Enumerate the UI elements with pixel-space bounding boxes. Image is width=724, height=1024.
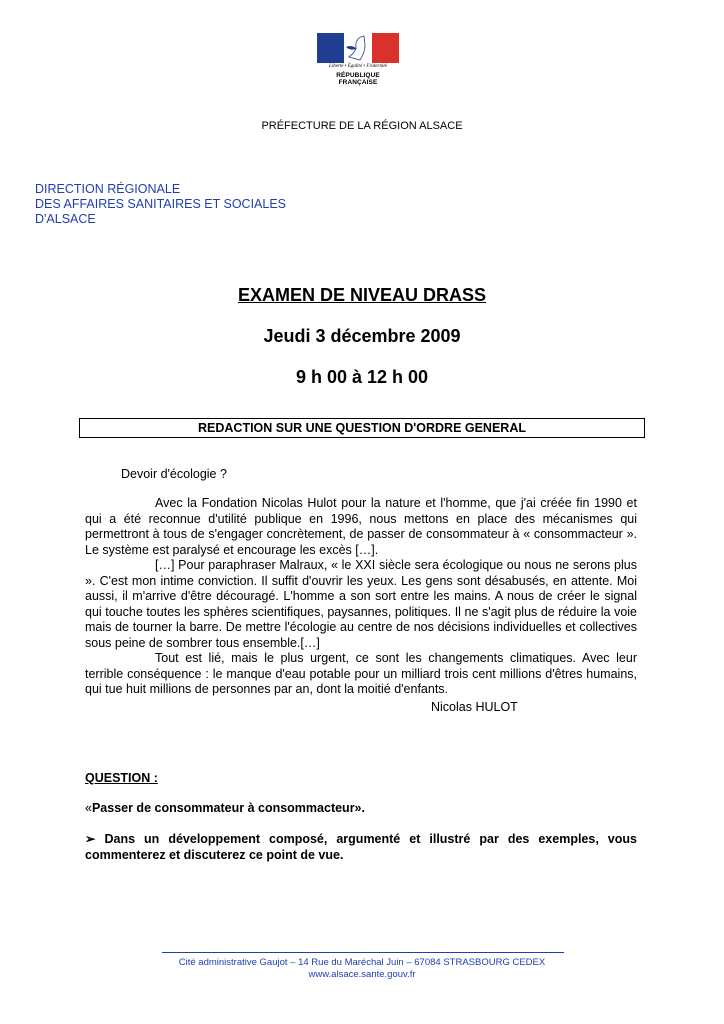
footer-divider bbox=[162, 952, 564, 953]
logo-name: RÉPUBLIQUE FRANÇAISE bbox=[336, 72, 380, 86]
direction-block bbox=[35, 182, 286, 227]
quote-signature: Nicolas HULOT bbox=[431, 700, 518, 714]
question-text bbox=[85, 801, 365, 815]
flag-red-band bbox=[372, 33, 399, 63]
instruction-text bbox=[85, 831, 637, 863]
marianne-profile-icon bbox=[344, 33, 372, 63]
question-statement: Passer de consommateur à consommacteur». bbox=[91, 801, 365, 815]
devoir-line: Devoir d'écologie ? bbox=[121, 467, 227, 481]
exam-date: Jeudi 3 décembre 2009 bbox=[263, 326, 461, 346]
quote-paragraph-1: Avec la Fondation Nicolas Hulot pour la nature et l'homme, que j'ai créée fin 1990 et qui a été reconnue d'utilité publique en 1996, nous mettons en place des mécanismes qui permettront à tous de s'engager concrètement, de passer de consommateur à « consommacteur ». Le système est paralysé et encourage les excès […]. bbox=[85, 496, 637, 557]
exam-time: 9 h 00 à 12 h 00 bbox=[295, 367, 429, 387]
footer-website-link[interactable]: www.alsace.sante.gouv.fr bbox=[308, 969, 416, 980]
flag-white-band bbox=[344, 33, 372, 63]
section-heading-box: REDACTION SUR UNE QUESTION D'ORDRE GENERAL bbox=[79, 418, 645, 438]
arrow-bullet-icon: ➢ bbox=[85, 832, 96, 846]
quote-paragraph-3: Tout est lié, mais le plus urgent, ce sont les changements climatiques. Avec leur terrible conséquence : le manque d'eau potable pour un milliard trois cent millions d'êtres humains, qui tue huit millions de personnes par an, dont la moitié d'enfants. bbox=[85, 651, 637, 696]
republique-francaise-logo bbox=[317, 33, 399, 86]
flag-blue-band bbox=[317, 33, 344, 63]
instruction-statement: Dans un développement composé, argumenté et illustré par des exemples, vous commenterez et discuterez ce point de vue. bbox=[85, 832, 637, 862]
hulot-quote bbox=[85, 496, 637, 698]
quote-paragraph-2: […] Pour paraphraser Malraux, « le XXI siècle sera écologique ou nous ne serons plus ». C'est mon intime conviction. Il suffit d'ouvrir les yeux. Les gens sont désabusés, en attente. Moi aussi, il m'arrive d'être découragé. L'homme a son sort entre les mains. A nous de créer le signal qui touche toutes les sphères scientifiques, paysannes, politiques. Il ne s'agit plus de réduire la voie mais de tourner la barre. De mettre l'écologie au centre de nos décisions individuelles et collectives sous peine de sombrer tous ensemble.[…] bbox=[85, 558, 637, 650]
footer-address: Cité administrative Gaujot – 14 Rue du Maréchal Juin – 67084 STRASBOURG CEDEX bbox=[178, 957, 546, 968]
question-heading: QUESTION : bbox=[85, 771, 158, 785]
question-open-quote: « bbox=[85, 801, 92, 815]
exam-title: EXAMEN DE NIVEAU DRASS bbox=[237, 285, 487, 305]
prefecture-header: PRÉFECTURE DE LA RÉGION ALSACE bbox=[261, 120, 463, 132]
direction-line-3: D'ALSACE bbox=[35, 212, 96, 226]
direction-line-1: DIRECTION RÉGIONALE bbox=[35, 182, 181, 196]
direction-line-2: DES AFFAIRES SANITAIRES ET SOCIALES bbox=[35, 197, 287, 211]
logo-motto: Liberté • Égalité • Fraternité bbox=[329, 64, 387, 69]
marianne-flag-icon bbox=[317, 33, 399, 63]
